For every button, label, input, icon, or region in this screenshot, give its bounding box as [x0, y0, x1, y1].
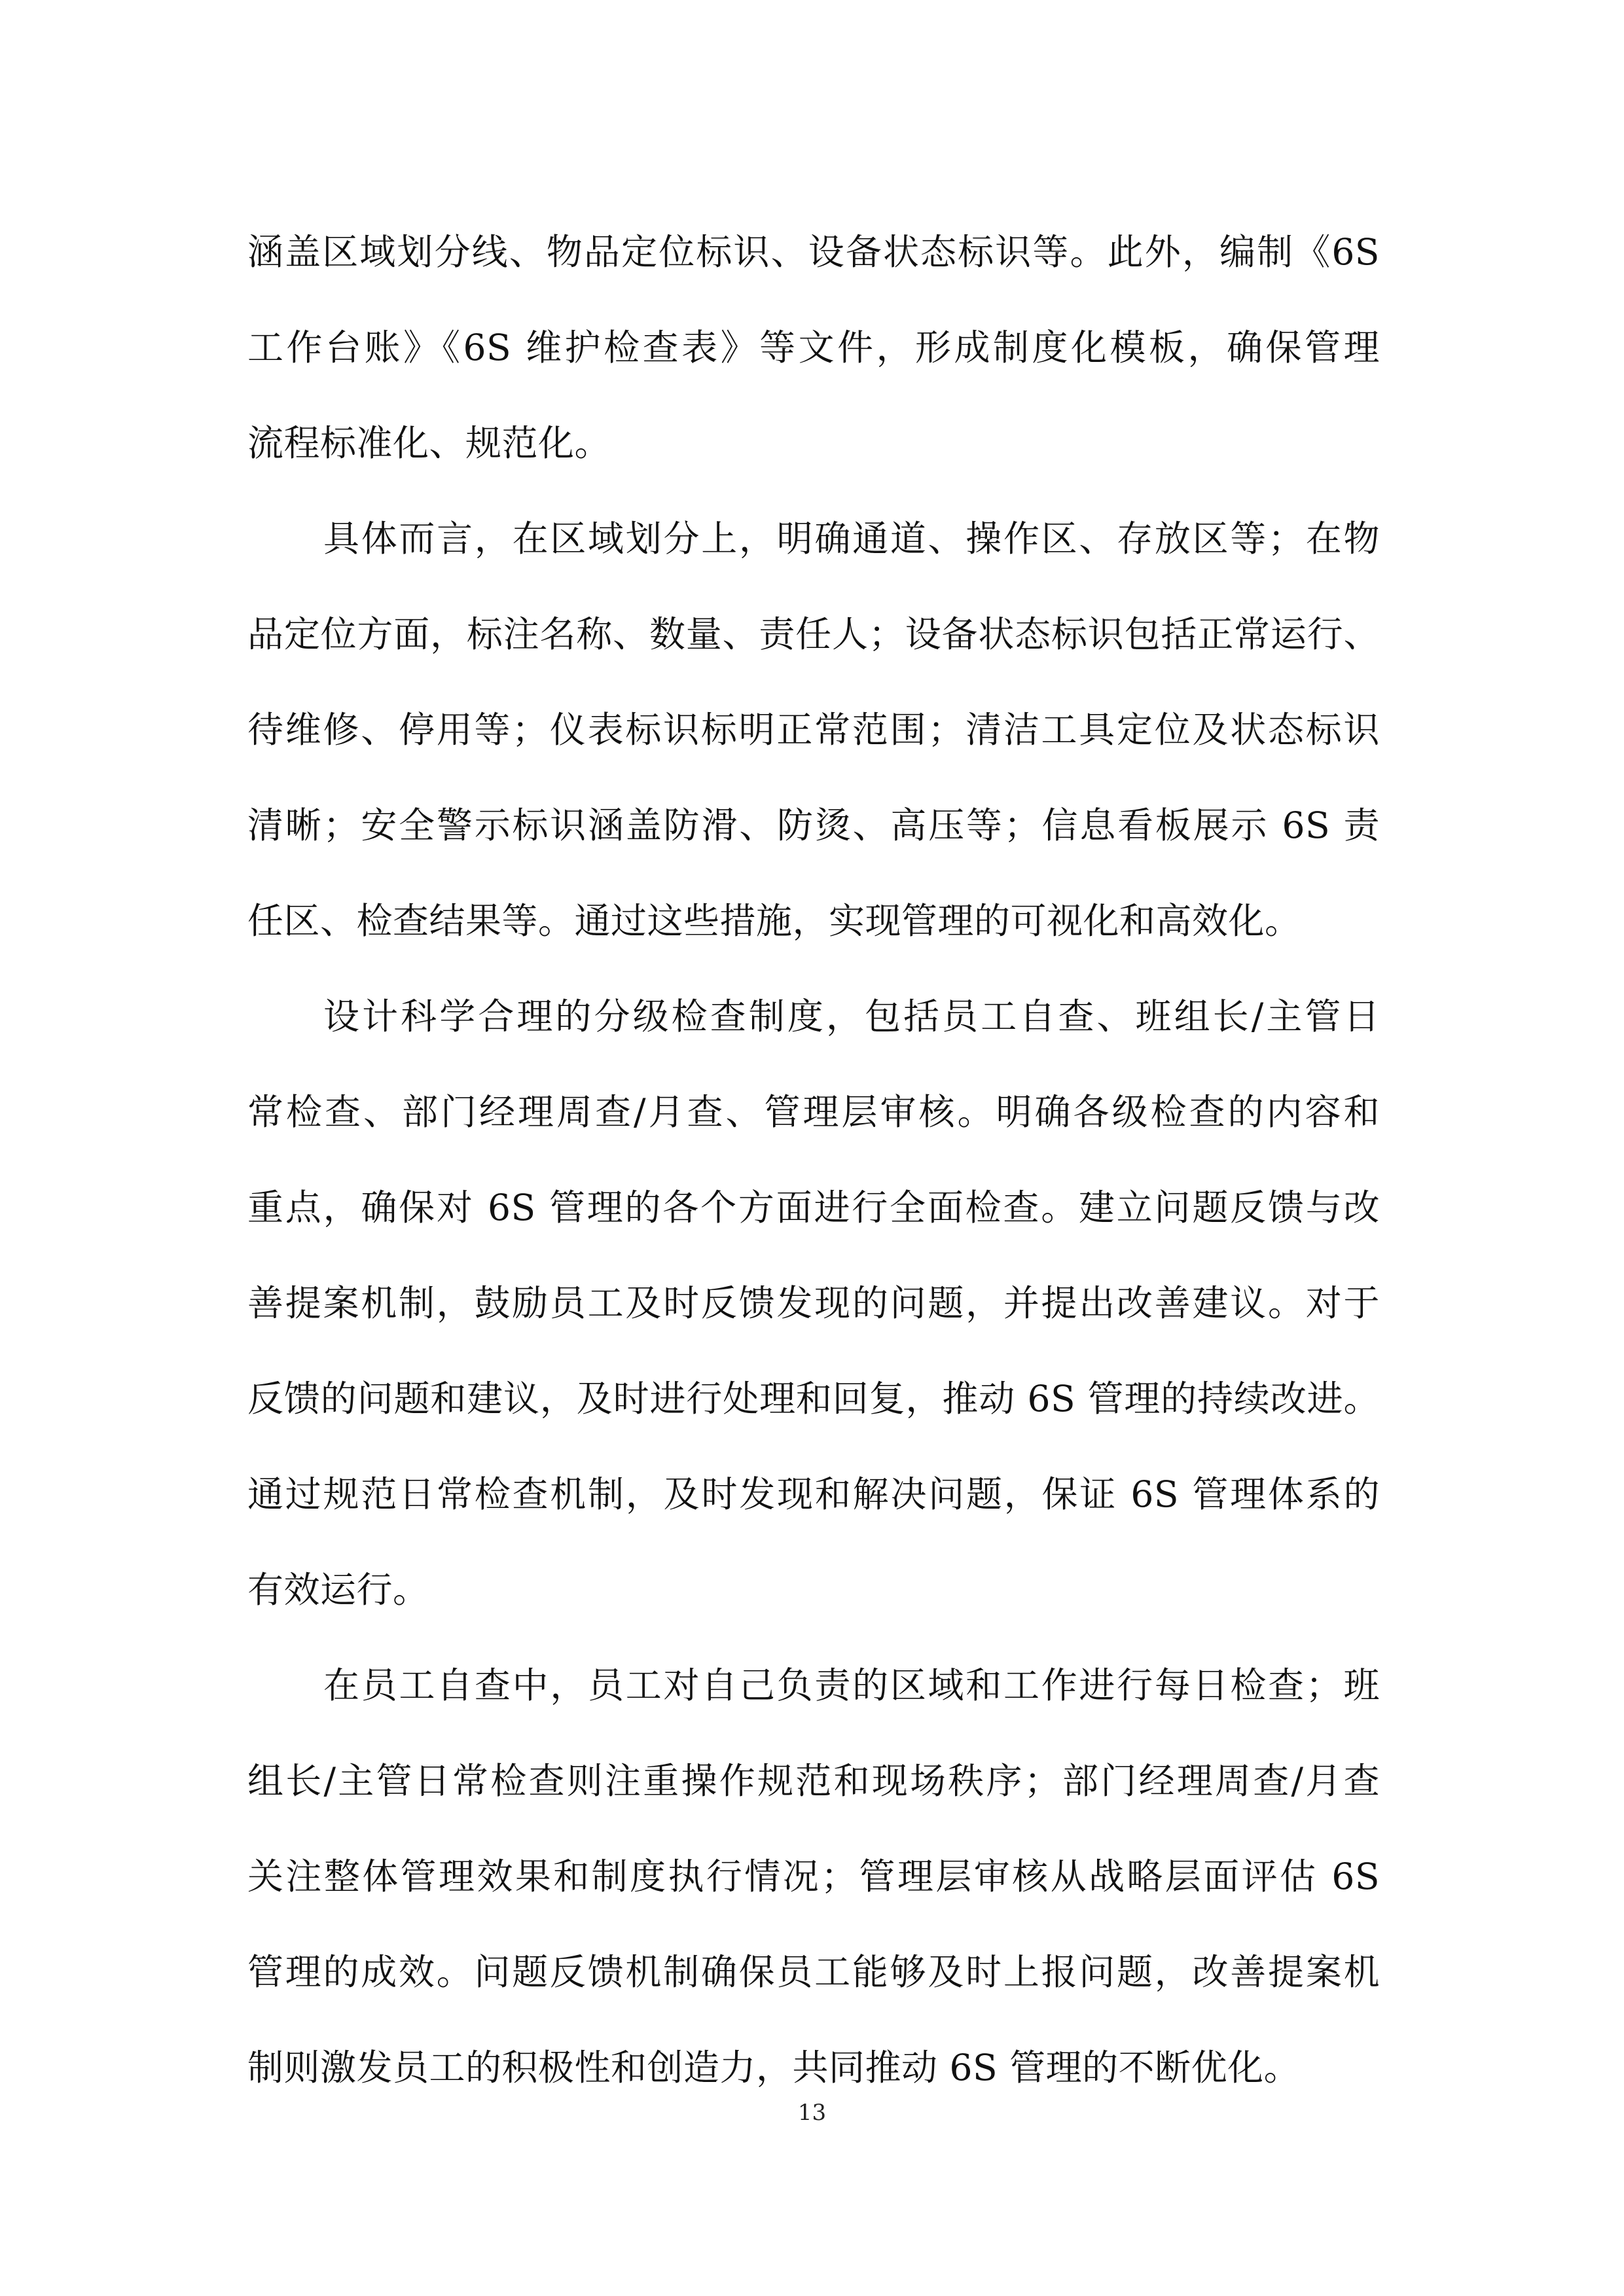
- paragraph-3-line-5: 反馈的问题和建议，及时进行处理和回复，推动 6S 管理的持续改进。: [247, 1378, 1380, 1420]
- paragraph-3-line-3: 重点，确保对 6S 管理的各个方面进行全面检查。建立问题反馈与改: [247, 1187, 1380, 1229]
- paragraph-1-line-3: 流程标准化、规范化。: [247, 422, 611, 464]
- page-number: 13: [797, 2100, 827, 2126]
- paragraph-2-line-1: 具体而言，在区域划分上，明确通道、操作区、存放区等；在物: [323, 518, 1380, 560]
- paragraph-4-line-4: 管理的成效。问题反馈机制确保员工能够及时上报问题，改善提案机: [247, 1951, 1380, 1993]
- paragraph-3-line-7: 有效运行。: [247, 1569, 429, 1611]
- paragraph-2-line-3: 待维修、停用等；仪表标识标明正常范围；清洁工具定位及状态标识: [247, 709, 1380, 751]
- body-text: [247, 204, 1380, 2115]
- paragraph-3-line-6: 通过规范日常检查机制，及时发现和解决问题，保证 6S 管理体系的: [247, 1473, 1380, 1515]
- paragraph-1-line-2: 工作台账》《6S 维护检查表》等文件，形成制度化模板，确保管理: [247, 327, 1380, 368]
- paragraph-1-line-1: 涵盖区域划分线、物品定位标识、设备状态标识等。此外，编制《6S: [247, 231, 1380, 273]
- paragraph-2-line-5: 任区、检查结果等。通过这些措施，实现管理的可视化和高效化。: [247, 900, 1301, 942]
- paragraph-3-line-4: 善提案机制，鼓励员工及时反馈发现的问题，并提出改善建议。对于: [247, 1282, 1380, 1324]
- paragraph-4-line-5: 制则激发员工的积极性和创造力，共同推动 6S 管理的不断优化。: [247, 2047, 1301, 2089]
- paragraph-2-line-2: 品定位方面，标注名称、数量、责任人；设备状态标识包括正常运行、: [247, 613, 1380, 655]
- paragraph-3-line-1: 设计科学合理的分级检查制度，包括员工自查、班组长/主管日: [323, 996, 1380, 1037]
- paragraph-4-line-2: 组长/主管日常检查则注重操作规范和现场秩序；部门经理周查/月查: [247, 1760, 1380, 1802]
- paragraph-2-line-4: 清晰；安全警示标识涵盖防滑、防烫、高压等；信息看板展示 6S 责: [247, 804, 1380, 846]
- paragraph-4-line-3: 关注整体管理效果和制度执行情况；管理层审核从战略层面评估 6S: [247, 1856, 1380, 1897]
- paragraph-4-line-1: 在员工自查中，员工对自己负责的区域和工作进行每日检查；班: [323, 1664, 1380, 1706]
- paragraph-3-line-2: 常检查、部门经理周查/月查、管理层审核。明确各级检查的内容和: [247, 1091, 1380, 1133]
